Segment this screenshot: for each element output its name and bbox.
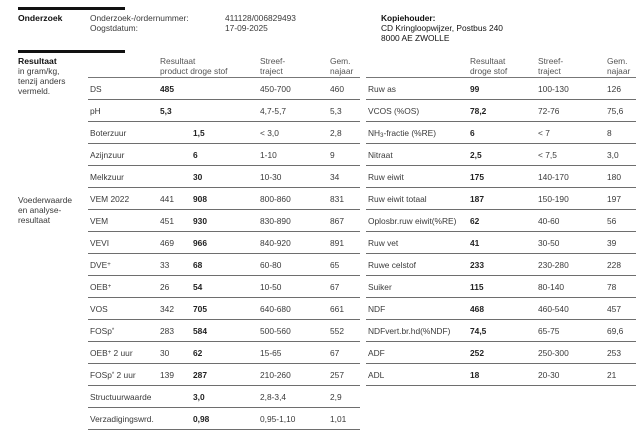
right-header-droge-stof: droge stof <box>470 66 508 76</box>
table-row <box>88 298 360 320</box>
row-label <box>90 216 108 226</box>
table-row <box>366 364 636 386</box>
row-label-text: NDFvert.br.hd(%NDF) <box>368 326 451 336</box>
table-row <box>366 276 636 298</box>
row-label-text: DVE <box>90 260 108 270</box>
autumn-average: 39 <box>607 238 617 248</box>
table-row <box>88 100 360 122</box>
product-value: 441 <box>160 194 174 204</box>
dry-matter-value: 0,98 <box>193 414 210 424</box>
product-value: 5,3 <box>160 106 172 116</box>
left-header-streef2: traject <box>260 66 283 76</box>
table-row <box>366 342 636 364</box>
row-label <box>368 348 385 358</box>
row-label <box>90 150 124 160</box>
table-row <box>366 298 636 320</box>
right-header-gem2: najaar <box>607 66 631 76</box>
row-label-text: DS <box>90 84 102 94</box>
row-label <box>368 216 456 226</box>
right-header-streeftraject <box>538 56 563 76</box>
table-row <box>88 276 360 298</box>
row-label <box>90 414 154 424</box>
dry-matter-value: 966 <box>193 238 207 248</box>
table-row <box>366 232 636 254</box>
product-value: 30 <box>160 348 170 358</box>
row-label-sub: 3 <box>380 133 384 139</box>
product-value: 485 <box>160 84 174 94</box>
target-range: 4,7-5,7 <box>260 106 287 116</box>
row-label-text: VEM <box>90 216 109 226</box>
dry-matter-value: 175 <box>470 172 484 182</box>
target-range: < 7 <box>538 128 550 138</box>
row-label <box>90 106 101 116</box>
row-label <box>90 348 133 358</box>
section-divider-onderzoek <box>18 7 125 10</box>
dry-matter-value: 54 <box>193 282 203 292</box>
dry-matter-value: 1,5 <box>193 128 205 138</box>
target-range: 800-860 <box>260 194 291 204</box>
autumn-average: 78 <box>607 282 617 292</box>
autumn-average: 75,6 <box>607 106 624 116</box>
autumn-average: 9 <box>330 150 335 160</box>
left-header-streeftraject <box>260 56 285 76</box>
product-value: 139 <box>160 370 174 380</box>
harvest-date-value: 17-09-2025 <box>225 23 268 33</box>
target-range: < 3,0 <box>260 128 279 138</box>
autumn-average: 8 <box>607 128 612 138</box>
row-label-text: NDF <box>368 304 386 314</box>
target-range: 65-75 <box>538 326 560 336</box>
target-range: 10-50 <box>260 282 282 292</box>
autumn-average: 891 <box>330 238 344 248</box>
autumn-average: 126 <box>607 84 621 94</box>
dry-matter-value: 468 <box>470 304 484 314</box>
copy-holder-address-line1: CD Kringloopwijzer, Postbus 240 <box>381 23 503 33</box>
table-row <box>88 188 360 210</box>
dry-matter-value: 62 <box>470 216 480 226</box>
row-label-sup: + <box>107 262 111 268</box>
autumn-average: 65 <box>330 260 340 270</box>
autumn-average: 552 <box>330 326 344 336</box>
left-header-product: product <box>160 66 188 76</box>
table-row <box>366 122 636 144</box>
dry-matter-value: 6 <box>193 150 198 160</box>
row-label-text: pH <box>90 106 101 116</box>
row-label-text: ADL <box>368 370 385 380</box>
autumn-average: 228 <box>607 260 621 270</box>
autumn-average: 197 <box>607 194 621 204</box>
row-label <box>90 370 136 380</box>
target-range: 2,8-3,4 <box>260 392 287 402</box>
dry-matter-value: 30 <box>193 172 203 182</box>
row-label-text: NH <box>368 128 381 138</box>
row-label-sup: + <box>107 350 112 356</box>
target-range: 100-130 <box>538 84 569 94</box>
target-range: 250-300 <box>538 348 569 358</box>
table-row <box>88 254 360 276</box>
section-title-onderzoek: Onderzoek <box>18 13 63 23</box>
right-header-gem1: Gem. <box>607 56 628 66</box>
dry-matter-value: 908 <box>193 194 207 204</box>
row-label <box>90 84 102 94</box>
right-header-gem-najaar <box>607 56 630 76</box>
copy-holder-address-line2: 8000 AE ZWOLLE <box>381 33 450 43</box>
order-info-values <box>225 13 296 33</box>
product-value: 33 <box>160 260 170 270</box>
row-label-text: Ruw eiwit totaal <box>368 194 427 204</box>
row-label-sup: + <box>107 284 112 290</box>
row-label <box>90 172 124 182</box>
row-label-text: Structuurwaarde <box>90 392 152 402</box>
row-label <box>368 260 416 270</box>
row-label-text: Ruw eiwit <box>368 172 404 182</box>
target-range: < 7,5 <box>538 150 557 160</box>
row-label-text: FOSp <box>90 370 112 380</box>
target-range: 20-30 <box>538 370 560 380</box>
autumn-average: 253 <box>607 348 621 358</box>
row-label <box>368 194 427 204</box>
dry-matter-value: 68 <box>193 260 203 270</box>
table-row <box>88 122 360 144</box>
row-label-text: FOSp <box>90 326 112 336</box>
autumn-average: 2,9 <box>330 392 342 402</box>
row-label <box>368 304 385 314</box>
left-header-gem-najaar <box>330 56 353 76</box>
voederwaarde-line2: en analyse- <box>18 205 62 215</box>
right-header-resultaat-text: Resultaat <box>470 56 506 66</box>
dry-matter-value: 41 <box>470 238 480 248</box>
row-label-text: Ruwe celstof <box>368 260 416 270</box>
row-label <box>368 326 450 336</box>
harvest-date-label: Oogstdatum: <box>90 23 138 33</box>
voederwaarde-label <box>18 195 72 225</box>
row-label <box>368 128 436 139</box>
table-row <box>366 210 636 232</box>
dry-matter-value: 115 <box>470 282 484 292</box>
row-label-text: VCOS (%OS) <box>368 106 420 116</box>
target-range: 40-60 <box>538 216 560 226</box>
target-range: 150-190 <box>538 194 569 204</box>
table-row <box>88 408 360 430</box>
row-label <box>368 238 398 248</box>
target-range: 840-920 <box>260 238 291 248</box>
order-info-labels <box>90 13 189 33</box>
row-label-text: Oplosbr.ruw eiwit(%RE) <box>368 216 457 226</box>
copy-holder-label: Kopiehouder: <box>381 13 436 23</box>
product-value: 451 <box>160 216 174 226</box>
dry-matter-value: 3,0 <box>193 392 205 402</box>
row-label-text: VOS <box>90 304 108 314</box>
row-label-suffix: -fractie (%RE) <box>383 128 437 138</box>
dry-matter-value: 99 <box>470 84 480 94</box>
dry-matter-value: 287 <box>193 370 207 380</box>
dry-matter-value: 252 <box>470 348 484 358</box>
autumn-average: 56 <box>607 216 617 226</box>
table-row <box>88 78 360 100</box>
target-range: 460-540 <box>538 304 569 314</box>
autumn-average: 21 <box>607 370 617 380</box>
dry-matter-value: 18 <box>470 370 480 380</box>
target-range: 0,95-1,10 <box>260 414 296 424</box>
row-label <box>368 370 384 380</box>
product-value: 283 <box>160 326 174 336</box>
target-range: 500-560 <box>260 326 291 336</box>
target-range: 1-10 <box>260 150 277 160</box>
section-divider-resultaat <box>18 50 125 53</box>
autumn-average: 67 <box>330 282 340 292</box>
row-label-text: VEVI <box>90 238 110 248</box>
dry-matter-value: 74,5 <box>470 326 487 336</box>
left-header-gem2: najaar <box>330 66 354 76</box>
left-header-resultaat <box>160 56 228 76</box>
row-label <box>90 238 109 248</box>
right-header-streef1: Streef- <box>538 56 564 66</box>
row-label-text: Suiker <box>368 282 392 292</box>
target-range: 10-30 <box>260 172 282 182</box>
voederwaarde-line3: resultaat <box>18 215 51 225</box>
row-label-text: Ruw vet <box>368 238 399 248</box>
row-label-sup: * <box>111 328 115 334</box>
table-row <box>366 166 636 188</box>
autumn-average: 831 <box>330 194 344 204</box>
dry-matter-value: 930 <box>193 216 207 226</box>
unit-note-line1: in gram/kg, <box>18 66 60 76</box>
table-row <box>88 210 360 232</box>
autumn-average: 257 <box>330 370 344 380</box>
table-row <box>88 144 360 166</box>
dry-matter-value: 2,5 <box>470 150 482 160</box>
target-range: 60-80 <box>260 260 282 270</box>
row-label-sup: * <box>111 372 115 378</box>
dry-matter-value: 187 <box>470 194 484 204</box>
product-value: 469 <box>160 238 174 248</box>
target-range: 30-50 <box>538 238 560 248</box>
autumn-average: 3,0 <box>607 150 619 160</box>
table-row <box>366 188 636 210</box>
table-row <box>88 342 360 364</box>
row-label-text: OEB <box>90 282 108 292</box>
product-value: 342 <box>160 304 174 314</box>
order-number-value: 411128/006829493 <box>225 13 296 23</box>
table-row <box>366 78 636 100</box>
table-row <box>88 386 360 408</box>
target-range: 140-170 <box>538 172 569 182</box>
row-label-text: VEM 2022 <box>90 194 130 204</box>
right-header-streef2: traject <box>538 66 561 76</box>
right-header-resultaat <box>470 56 507 76</box>
table-row <box>88 320 360 342</box>
target-range: 80-140 <box>538 282 565 292</box>
row-label-text: Boterzuur <box>90 128 127 138</box>
autumn-average: 180 <box>607 172 621 182</box>
dry-matter-value: 62 <box>193 348 203 358</box>
unit-note-line2: tenzij anders <box>18 76 66 86</box>
row-label-text: Azijnzuur <box>90 150 125 160</box>
left-header-gem1: Gem. <box>330 56 351 66</box>
target-range: 210-260 <box>260 370 291 380</box>
resultaat-notes <box>18 56 66 96</box>
row-label <box>368 150 393 160</box>
product-value: 26 <box>160 282 170 292</box>
table-row <box>88 232 360 254</box>
row-label-text: ADF <box>368 348 385 358</box>
autumn-average: 661 <box>330 304 344 314</box>
dry-matter-value: 78,2 <box>470 106 487 116</box>
table-row <box>88 364 360 386</box>
target-range: 230-280 <box>538 260 569 270</box>
table-row <box>366 100 636 122</box>
row-label-suffix: 2 uur <box>114 370 136 380</box>
row-label-text: OEB <box>90 348 108 358</box>
row-label-text: Melkzuur <box>90 172 124 182</box>
row-label <box>368 282 392 292</box>
left-header-droge-stof: droge stof <box>190 66 228 76</box>
autumn-average: 460 <box>330 84 344 94</box>
table-row <box>366 254 636 276</box>
target-range: 72-76 <box>538 106 560 116</box>
dry-matter-value: 6 <box>470 128 475 138</box>
row-label <box>368 84 396 94</box>
row-label <box>368 106 419 116</box>
row-label <box>90 194 129 204</box>
table-row <box>366 144 636 166</box>
table-row <box>88 166 360 188</box>
unit-note-line3: vermeld. <box>18 86 51 96</box>
order-number-label: Onderzoek-/ordernummer: <box>90 13 189 23</box>
row-label <box>90 326 114 336</box>
copy-holder <box>381 13 503 43</box>
autumn-average: 5,3 <box>330 106 342 116</box>
dry-matter-value: 233 <box>470 260 484 270</box>
section-title-resultaat: Resultaat <box>18 56 57 66</box>
autumn-average: 34 <box>330 172 340 182</box>
row-label <box>90 392 151 402</box>
target-range: 830-890 <box>260 216 291 226</box>
voederwaarde-line1: Voederwaarde <box>18 195 73 205</box>
row-label <box>90 304 108 314</box>
row-label <box>368 172 404 182</box>
target-range: 640-680 <box>260 304 291 314</box>
target-range: 15-65 <box>260 348 282 358</box>
row-label-suffix: 2 uur <box>111 348 133 358</box>
target-range: 450-700 <box>260 84 291 94</box>
row-label <box>90 282 111 292</box>
autumn-average: 69,6 <box>607 326 624 336</box>
autumn-average: 2,8 <box>330 128 342 138</box>
dry-matter-value: 584 <box>193 326 207 336</box>
row-label-text: Nitraat <box>368 150 393 160</box>
autumn-average: 867 <box>330 216 344 226</box>
left-header-resultaat-text: Resultaat <box>160 56 196 66</box>
row-label-text: Verzadigingswrd. <box>90 414 154 424</box>
autumn-average: 1,01 <box>330 414 347 424</box>
autumn-average: 67 <box>330 348 340 358</box>
table-row <box>366 320 636 342</box>
row-label <box>90 128 126 138</box>
row-label-text: Ruw as <box>368 84 396 94</box>
dry-matter-value: 705 <box>193 304 207 314</box>
left-header-streef1: Streef- <box>260 56 286 66</box>
row-label <box>90 260 111 270</box>
autumn-average: 457 <box>607 304 621 314</box>
